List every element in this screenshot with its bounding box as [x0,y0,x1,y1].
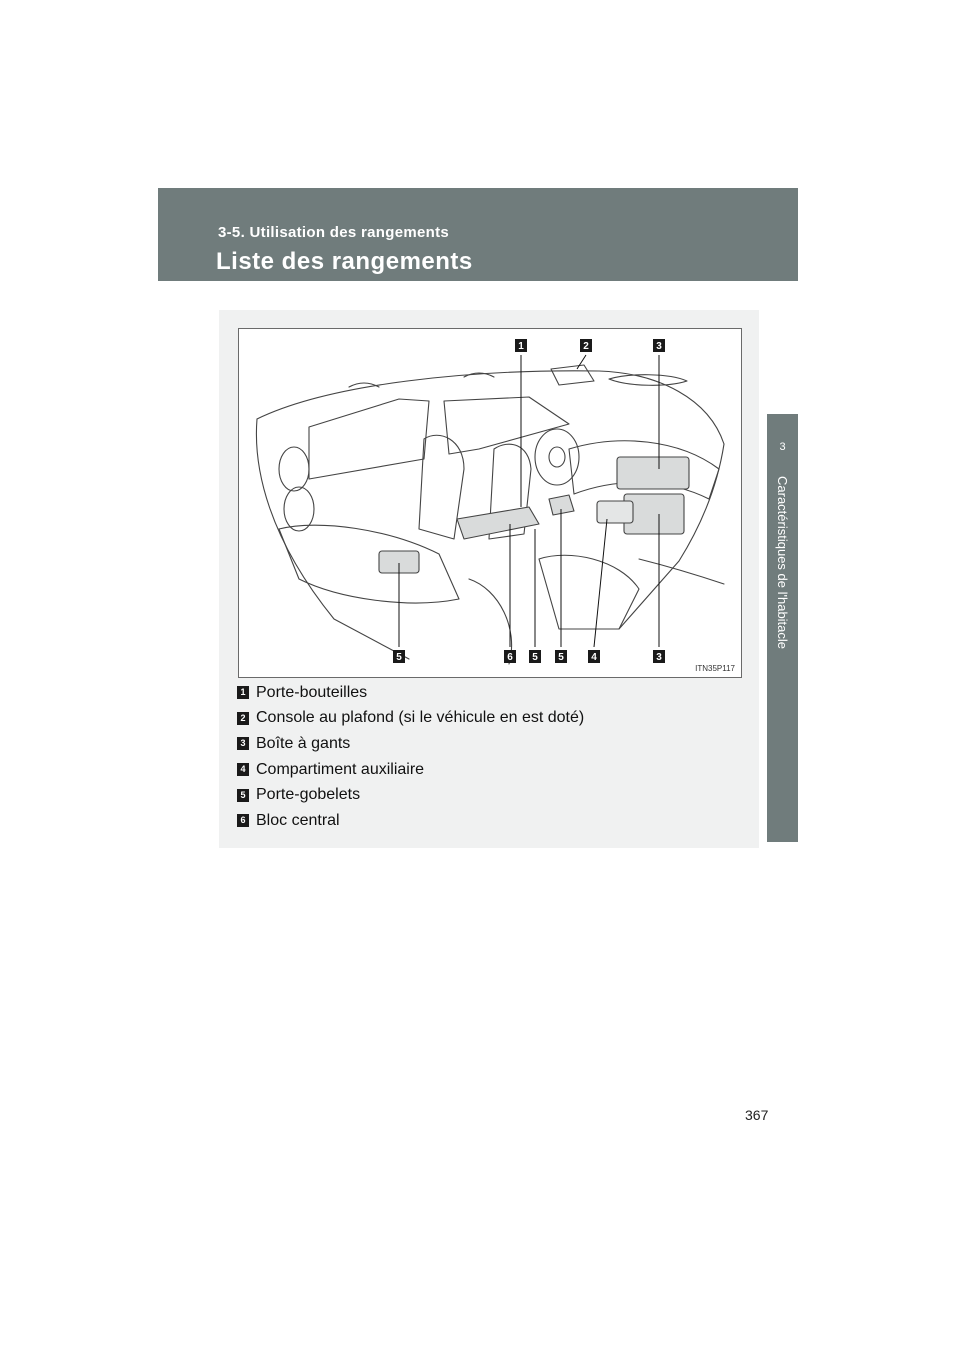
rear-window [309,399,429,479]
roof-line [257,371,724,444]
legend-text: Porte-bouteilles [256,683,368,701]
legend-text: Porte-gobelets [256,786,361,804]
figure-code: ITN35P117 [695,664,735,673]
car-interior-drawing [239,329,741,677]
rear-headrest-left [279,447,309,491]
legend-number-badge: 1 [237,686,249,699]
callout-bottom-1-label: 5 [396,652,402,663]
grab-handle-rear [349,383,379,387]
legend-text: Bloc central [256,811,340,829]
chapter-header [158,188,798,281]
callout-1-label: 1 [518,341,524,352]
rear-body-line [256,419,409,659]
legend-number-badge: 2 [237,712,249,725]
chapter-side-tab [767,414,798,842]
callout-bottom-5-label: 4 [591,652,597,663]
passenger-seat [539,555,639,629]
legend-item [237,731,584,757]
page-title: Liste des rangements [216,248,473,275]
legend-number-badge: 5 [237,789,249,802]
callout-3-label: 3 [656,341,662,352]
overhead-console [551,365,594,385]
callout-bottom-6-label: 3 [656,652,662,663]
legend-text: Boîte à gants [256,734,351,752]
legend-number-badge: 6 [237,814,249,827]
center-armrest [457,507,539,539]
legend-item [237,757,584,783]
callout-bottom-3-label: 5 [532,652,538,663]
steering-hub [549,447,565,467]
legend-text: Console au plafond (si le véhicule en est doté) [256,709,585,727]
rear-bench [279,525,459,603]
rear-seat-headrest-left [419,435,464,539]
legend-list [237,680,584,834]
legend-number-badge: 4 [237,763,249,776]
car-interior-illustration [238,328,742,678]
legend-item [237,680,584,706]
chapter-label: Caractéristiques de l'habitacle [775,476,790,650]
rear-view-mirror [609,375,687,386]
rear-headrest-center [284,487,314,531]
floor-line-2 [639,559,724,584]
auxiliary-box [597,501,633,523]
callout-bottom-2-label: 6 [507,652,513,663]
glove-box-upper [617,457,689,489]
legend-text: Compartiment auxiliaire [256,760,425,778]
legend-item [237,782,584,808]
legend-item [237,808,584,834]
front-window [444,397,569,454]
steering-wheel [535,429,579,485]
legend-number-badge: 3 [237,737,249,750]
section-label: 3-5. Utilisation des rangements [218,224,450,241]
content-box [219,310,759,848]
chapter-number: 3 [779,441,786,453]
callout-bottom-4-label: 5 [558,652,564,663]
callout-2-label: 2 [583,341,589,352]
page-number: 367 [745,1107,769,1123]
legend-item [237,706,584,732]
leader-4 [594,519,607,647]
